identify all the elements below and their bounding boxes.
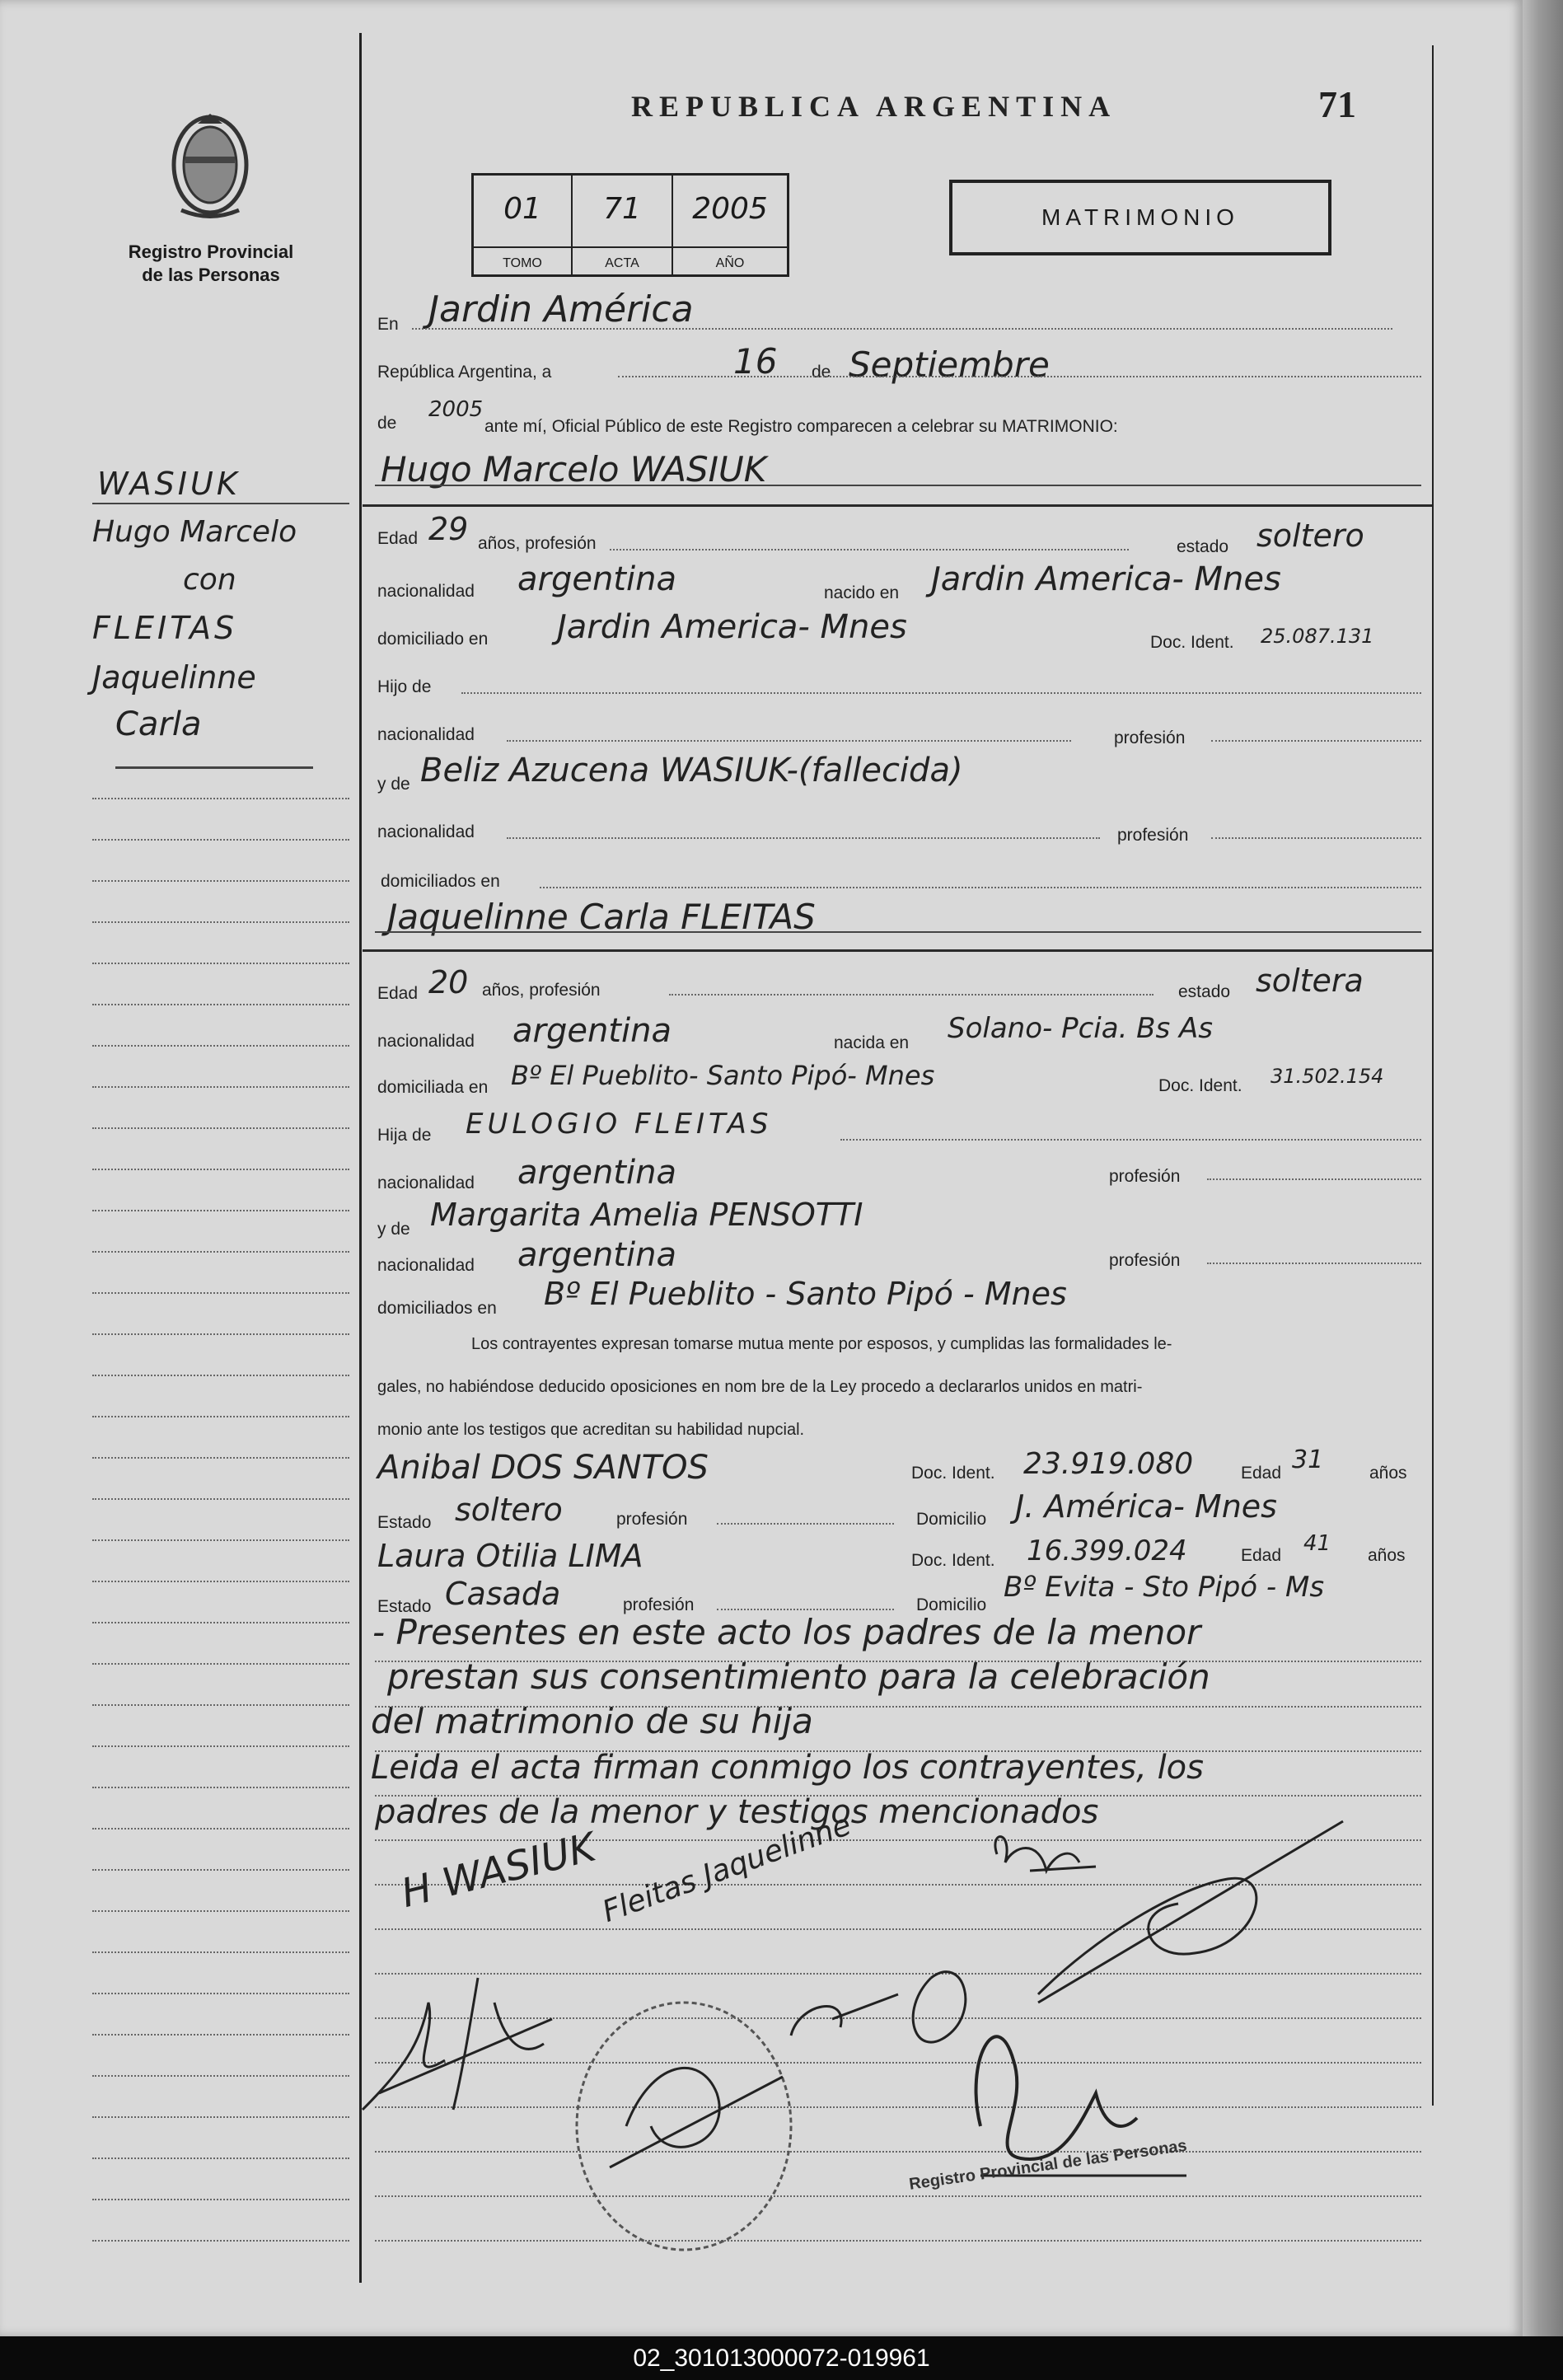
groom-anios-label: años, profesión	[478, 534, 597, 553]
margin-rule	[92, 1004, 349, 1005]
margin-rule	[92, 1457, 349, 1459]
bride-nac-madre-label: nacionalidad	[377, 1256, 475, 1275]
witness1-anios-label: años	[1369, 1464, 1407, 1483]
groom-domiciliados-line	[540, 887, 1421, 888]
margin-rule	[92, 1169, 349, 1170]
acta-cell	[573, 176, 673, 274]
tomo-label: TOMO	[503, 256, 542, 270]
register-box	[471, 173, 789, 277]
margin-rule	[92, 1086, 349, 1088]
register-box-divider	[474, 246, 787, 248]
record-type-box: MATRIMONIO	[949, 180, 1331, 255]
note-line-3: del matrimonio de su hija	[371, 1701, 813, 1741]
image-id-label: 02_301013000072-019961	[633, 2345, 930, 2372]
anio-value: 2005	[692, 192, 768, 226]
groom-name: Hugo Marcelo WASIUK	[381, 449, 767, 490]
bride-domicilio-padres: Bº El Pueblito - Santo Pipó - Mnes	[544, 1276, 1067, 1312]
bride-prof-madre-label: profesión	[1109, 1251, 1181, 1270]
margin-rule	[92, 1745, 349, 1747]
day-value: 16	[733, 341, 778, 382]
margin-rule	[92, 1869, 349, 1871]
margin-rule	[92, 963, 349, 964]
bride-prof-padre-label: profesión	[1109, 1167, 1181, 1186]
appear-text: ante mí, Oficial Público de este Registro comparecen a celebrar su MATRIMONIO:	[484, 417, 1118, 436]
de-year-label: de	[377, 414, 397, 433]
note-line-1: - Presentes en este acto los padres de la menor	[372, 1612, 1201, 1652]
registry-name-line1: Registro Provincial	[128, 241, 294, 262]
place-value: Jardin América	[428, 288, 694, 330]
bride-estado: soltera	[1256, 963, 1364, 999]
groom-nac-padre-line	[507, 740, 1071, 742]
declaration-line3: monio ante los testigos que acreditan su habilidad nupcial.	[377, 1421, 805, 1439]
witness2-doc-label: Doc. Ident.	[911, 1551, 995, 1570]
margin-rule	[92, 1045, 349, 1047]
groom-estado: soltero	[1256, 518, 1364, 554]
acta-label: ACTA	[605, 256, 639, 270]
margin-rule	[92, 2075, 349, 2077]
bride-domicilio: Bº El Pueblito- Santo Pipó- Mnes	[511, 1060, 935, 1091]
declaration-line2: gales, no habiéndose deducido oposiciones en nom bre de la Ley procedo a declararlos unidos en matri-	[377, 1378, 1143, 1396]
signatures-scribbles	[354, 1813, 1434, 2275]
margin-note-bride-surname: FLEITAS	[92, 610, 238, 646]
witness1-domicilio: J. América- Mnes	[1015, 1488, 1277, 1525]
margin-rule	[92, 1251, 349, 1253]
witness1-doc: 23.919.080	[1023, 1447, 1194, 1481]
witness2-estado-label: Estado	[377, 1597, 432, 1616]
margin-rule	[92, 880, 349, 882]
margin-underline	[92, 503, 349, 504]
groom-domiciliado-label: domiciliado en	[377, 630, 489, 649]
bride-birthplace: Solano- Pcia. Bs As	[948, 1012, 1214, 1045]
bride-doc-label: Doc. Ident.	[1158, 1076, 1242, 1095]
margin-note-given-names: Hugo Marcelo	[92, 515, 297, 549]
bride-nacionalidad-label: nacionalidad	[377, 1032, 475, 1051]
margin-rule	[92, 1416, 349, 1417]
bride-nacida-label: nacida en	[834, 1033, 910, 1052]
margin-rule	[92, 1581, 349, 1582]
margin-rule	[92, 1498, 349, 1500]
bride-domiciliada-label: domiciliada en	[377, 1078, 489, 1097]
groom-name-line	[375, 485, 1421, 486]
stamp-text: Registro Provincial de las Personas	[908, 2136, 1188, 2194]
note-line-4: Leida el acta firman conmigo los contrayentes, los	[371, 1749, 1204, 1787]
margin-rule	[92, 1375, 349, 1376]
witness2-name: Laura Otilia LIMA	[377, 1538, 643, 1574]
note-line-5: padres de la menor y testigos mencionados	[375, 1793, 1099, 1831]
witness1-estado-label: Estado	[377, 1513, 432, 1532]
ruling-line	[375, 1795, 1421, 1797]
witness1-domicilio-label: Domicilio	[916, 1510, 987, 1529]
bride-age: 20	[428, 964, 469, 1000]
margin-rule-right	[1432, 45, 1434, 2106]
witness1-age: 31	[1292, 1445, 1324, 1474]
margin-rule	[92, 1951, 349, 1953]
margin-note-bride-name2: Carla	[115, 705, 202, 743]
bride-y-de-label: y de	[377, 1220, 410, 1239]
witness1-doc-label: Doc. Ident.	[911, 1464, 995, 1483]
republica-label: República Argentina, a	[377, 363, 552, 382]
witness2-domicilio: Bº Evita - Sto Pipó - Ms	[1004, 1571, 1325, 1604]
witness2-estado: Casada	[445, 1576, 561, 1612]
bride-signature: Fleitas Jaquelinne	[597, 1807, 856, 1929]
bride-nac-padre: argentina	[517, 1154, 676, 1192]
margin-rule	[92, 1622, 349, 1623]
tomo-value: 01	[503, 192, 541, 226]
groom-father-line	[461, 692, 1421, 694]
groom-nac-madre-line	[507, 837, 1100, 839]
margin-rule	[92, 1828, 349, 1830]
margin-note-surname: WASIUK	[97, 466, 241, 502]
margin-rule	[92, 2034, 349, 2036]
country-title: REPUBLICA ARGENTINA	[631, 90, 1117, 123]
bride-name: Jaquelinne Carla FLEITAS	[387, 897, 816, 937]
groom-nacido-label: nacido en	[824, 583, 900, 602]
groom-mother: Beliz Azucena WASIUK-(fallecida)	[420, 752, 963, 789]
groom-domiciliados-label: domiciliados en	[381, 872, 500, 891]
bride-doc: 31.502.154	[1271, 1065, 1384, 1088]
bride-estado-label: estado	[1178, 982, 1231, 1001]
margin-rule	[92, 2157, 349, 2159]
witness2-edad-label: Edad	[1241, 1546, 1282, 1565]
en-label: En	[377, 315, 399, 334]
groom-doc-label: Doc. Ident.	[1150, 633, 1234, 652]
groom-nac-madre-label: nacionalidad	[377, 822, 475, 841]
groom-domicilio: Jardin America- Mnes	[557, 608, 907, 646]
witness1-profesion-label: profesión	[616, 1510, 688, 1529]
bride-hija-label: Hija de	[377, 1126, 432, 1145]
groom-estado-label: estado	[1177, 537, 1229, 556]
margin-rule	[92, 2199, 349, 2200]
bride-anios-label: años, profesión	[482, 981, 601, 1000]
bride-name-line	[375, 931, 1421, 933]
bride-prof-madre-line	[1207, 1263, 1421, 1264]
groom-birthplace: Jardin America- Mnes	[931, 560, 1281, 598]
margin-rule	[92, 1539, 349, 1541]
witness1-name: Anibal DOS SANTOS	[377, 1449, 709, 1487]
margin-rule	[92, 1127, 349, 1129]
margin-rule	[92, 1210, 349, 1211]
ruling-line	[375, 1750, 1421, 1752]
margin-note-con: con	[183, 563, 236, 597]
page-number: 71	[1318, 83, 1356, 125]
registry-name	[120, 241, 302, 287]
note-line-2: prestan sus consentimiento para la celebración	[387, 1656, 1210, 1697]
groom-age: 29	[428, 511, 469, 547]
groom-nacionalidad-label: nacionalidad	[377, 582, 475, 601]
witness2-doc: 16.399.024	[1027, 1534, 1187, 1567]
groom-hijo-label: Hijo de	[377, 677, 432, 696]
date-line	[618, 376, 1421, 377]
ruling-line	[375, 1661, 1421, 1662]
margin-rule	[92, 2116, 349, 2118]
groom-prof-padre-line	[1211, 740, 1421, 742]
witness2-age: 41	[1303, 1531, 1331, 1556]
witness2-domicilio-label: Domicilio	[916, 1595, 987, 1614]
bride-nac-padre-label: nacionalidad	[377, 1174, 475, 1192]
registry-name-line2: de las Personas	[142, 265, 280, 285]
groom-doc: 25.087.131	[1261, 625, 1374, 648]
witness1-estado: soltero	[455, 1492, 563, 1528]
witness2-profesion-line	[717, 1609, 894, 1610]
witness1-edad-label: Edad	[1241, 1464, 1282, 1483]
margin-rule	[92, 2240, 349, 2242]
bride-mother: Margarita Amelia PENSOTTI	[430, 1197, 863, 1233]
tomo-cell	[474, 176, 573, 274]
bride-nacionalidad: argentina	[512, 1012, 672, 1050]
margin-rule	[92, 1333, 349, 1335]
coat-of-arms-icon	[165, 99, 255, 223]
month-value: Septiembre	[849, 344, 1050, 385]
bride-profesion-line	[669, 994, 1154, 996]
margin-note-bride-name: Jaquelinne	[92, 659, 256, 696]
groom-prof-madre-label: profesión	[1117, 826, 1189, 845]
groom-signature: H WASIUK	[396, 1824, 601, 1917]
anio-label: AÑO	[715, 256, 745, 270]
place-line	[412, 328, 1392, 330]
anio-cell	[673, 176, 787, 274]
bride-domiciliados-label: domiciliados en	[377, 1299, 497, 1318]
groom-nacionalidad: argentina	[517, 560, 676, 598]
groom-profesion-line	[610, 549, 1129, 550]
ruling-line	[375, 1706, 1421, 1708]
margin-rule	[92, 1663, 349, 1665]
margin-rule	[92, 921, 349, 923]
margin-rule	[92, 839, 349, 841]
year-value: 2005	[428, 397, 484, 422]
witness1-profesion-line	[717, 1523, 894, 1525]
acta-value: 71	[603, 192, 641, 226]
bride-nac-madre: argentina	[517, 1236, 676, 1274]
witness2-profesion-label: profesión	[623, 1595, 695, 1614]
margin-rule	[92, 798, 349, 799]
margin-rule	[92, 1910, 349, 1912]
margin-rule	[92, 1993, 349, 1994]
bride-edad-label: Edad	[377, 984, 419, 1003]
groom-y-de-label: y de	[377, 775, 410, 794]
de-label: de	[812, 363, 831, 382]
bride-father-line	[840, 1139, 1421, 1141]
declaration-line1: Los contrayentes expresan tomarse mutua mente por esposos, y cumplidas las formalidades le-	[471, 1335, 1172, 1353]
bride-prof-padre-line	[1207, 1178, 1421, 1180]
bride-section-rule	[363, 949, 1432, 952]
groom-edad-label: Edad	[377, 529, 419, 548]
groom-prof-madre-line	[1211, 837, 1421, 839]
bride-father: EULOGIO FLEITAS	[466, 1108, 773, 1141]
margin-underline-2	[115, 766, 313, 769]
margin-rule	[92, 1292, 349, 1294]
witness2-anios-label: años	[1368, 1546, 1406, 1565]
groom-section-rule	[363, 504, 1432, 507]
groom-nac-padre-label: nacionalidad	[377, 725, 475, 744]
book-spine-edge	[1523, 0, 1563, 2336]
margin-rule	[92, 1704, 349, 1706]
groom-prof-padre-label: profesión	[1114, 729, 1186, 747]
margin-rule	[92, 1787, 349, 1788]
footer-bar	[0, 2336, 1563, 2380]
